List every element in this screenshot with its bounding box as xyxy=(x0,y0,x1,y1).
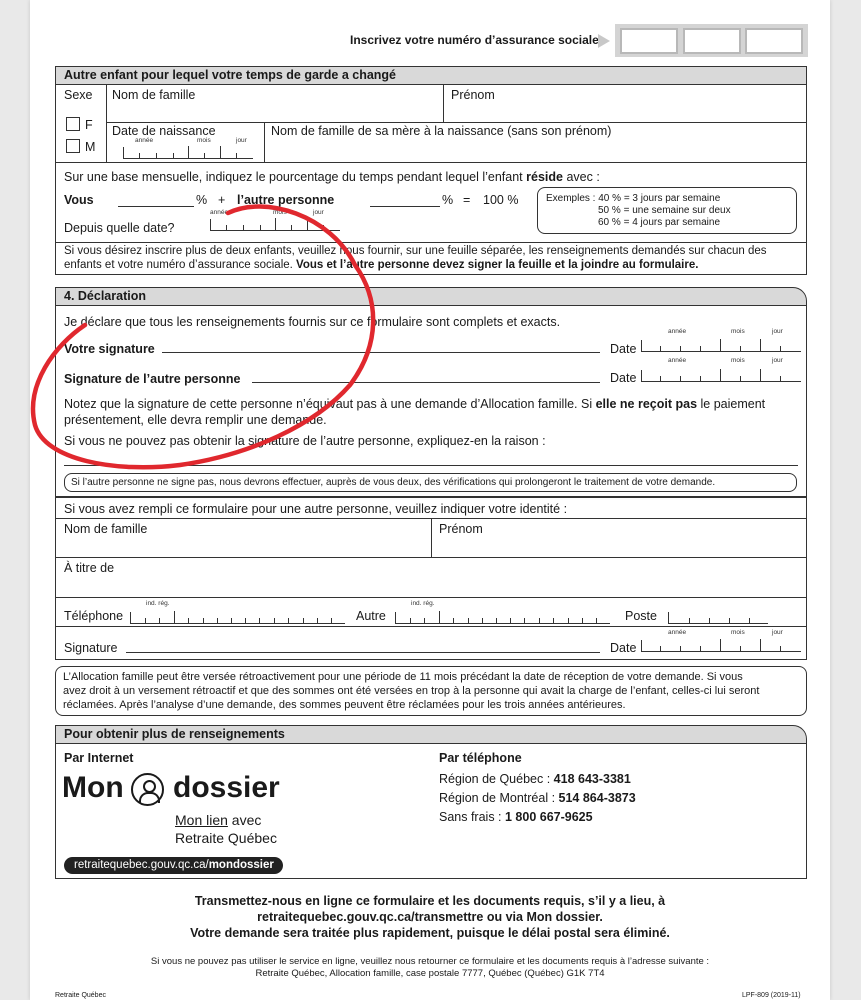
m-label: M xyxy=(85,140,96,154)
votre-signature-label: Votre signature xyxy=(64,342,155,356)
dob-label: Date de naissance xyxy=(112,124,216,138)
mon-dossier-logo-mon: Mon xyxy=(62,771,124,804)
autre-signature-label: Signature de l’autre personne xyxy=(64,372,241,386)
f-label: F xyxy=(85,118,93,132)
vous-label: Vous xyxy=(64,193,94,207)
sin-label: Inscrivez votre numéro d’assurance sociale xyxy=(350,33,599,47)
autre-personne-label: l’autre personne xyxy=(237,193,335,207)
mon-dossier-logo-dossier: dossier xyxy=(173,771,280,804)
declaration-title: 4. Déclaration xyxy=(55,287,807,306)
sexe-label: Sexe xyxy=(64,88,93,102)
mondossier-url[interactable]: retraitequebec.gouv.qc.ca/mondossier xyxy=(74,859,274,871)
pct-question: Sur une base mensuelle, indiquez le pourcentage du temps pendant lequel l’enfant réside avec : xyxy=(64,170,600,184)
form-page: Inscrivez votre numéro d’assurance sociale Autre enfant pour lequel votre temps de garde a changé Sexe Nom de famille Prénom F M Date de naissance année mois jour Nom de famille de sa mère à la naissance (sans son prénom) Sur une base mensuelle, indiquez le pourcentage du temps pendant lequel l’enfant réside avec : Vous % + l’autre personne % = 100 % Exemples : 40 % = 3 jours par semaine 50 % = une semaine sur deux 60 % = 4 jours par semaine année mois jour Depuis quelle date? Si vous désirez inscrire plus de deux enfants, veuillez nous fournir, sur une feuille séparée, les renseignements demandés sur chacun des enfants et votre numéro d’assurance sociale. Vous et l’autre personne devez signer la feuille et la joindre au formulaire. 4. Déclaration Je déclare que tous les renseignements fournis sur ce formulaire sont complets et exacts. Votre signature Date année mois jour Signature de l’autre personne Date année mois jour Notez que la signature de cette personne n’équivaut pas à une demande d’Allocation famille. Si elle ne reçoit pas le paiement présentement, elle devra remplir une demande. Si vous ne pouvez pas obtenir la signature de l’autre personne, expliquez-en la raison : Si l’autre personne ne signe pas, nous devrons effectuer, auprès de vous deux, des vérifications qui prolongeront le traitement de votre demande. Si vous avez rempli ce formulaire pour une autre personne, veuillez indiquer votre identité : Nom de famille Prénom À titre de Téléphone ind. rég. Autre ind. rég. Poste Signature Date année mois jour L’Allocation famille peut être versée rétroactivement pour une période de 11 mois précédant la date de réception de votre demande. Si vous avez droit à un versement rétroactif et que des sommes ont été versées en trop à la personne qui avait la charge de l’enfant, celles-ci lui seront réclamées. Après l’analyse d’une demande, des sommes peuvent être réclamées pour les trois années antérieures. Pour obtenir plus de renseignements Par Internet Mon dossier Mon lien avec Retraite Québec retraitequebec.gouv.qc.ca/mondossier Par téléphone Région de Québec : 418 643-3381 Région de Montréal : 514 864-3873 Sans frais : 1 800 667-9625 Transmettez-nous en ligne ce formulaire et les documents requis, s’il y a lieu, à retraitequebec.gouv.qc.ca/transmettre ou via Mon dossier. Votre demande sera traitée plus rapidement, puisque le délai postal sera éliminé. Si vous ne pouvez pas utiliser le service en ligne, veuillez nous retourner ce formulaire et les documents requis à l’adresse suivante : Retraite Québec, Allocation famille, case postale 7777, Québec (Québec) G1K 7T4 Retraite Québec LPF-809 (2019-11) xyxy=(30,0,830,1000)
depuis-label: Depuis quelle date? xyxy=(64,221,175,235)
nom-label: Nom de famille xyxy=(112,88,196,102)
red-circle-annotation xyxy=(30,0,830,1000)
info-title: Pour obtenir plus de renseignements xyxy=(55,725,807,744)
prenom-label: Prénom xyxy=(451,88,495,102)
mother-name-label: Nom de famille de sa mère à la naissance (sans son prénom) xyxy=(271,124,612,138)
child-section-title: Autre enfant pour lequel votre temps de garde a changé xyxy=(55,66,807,85)
